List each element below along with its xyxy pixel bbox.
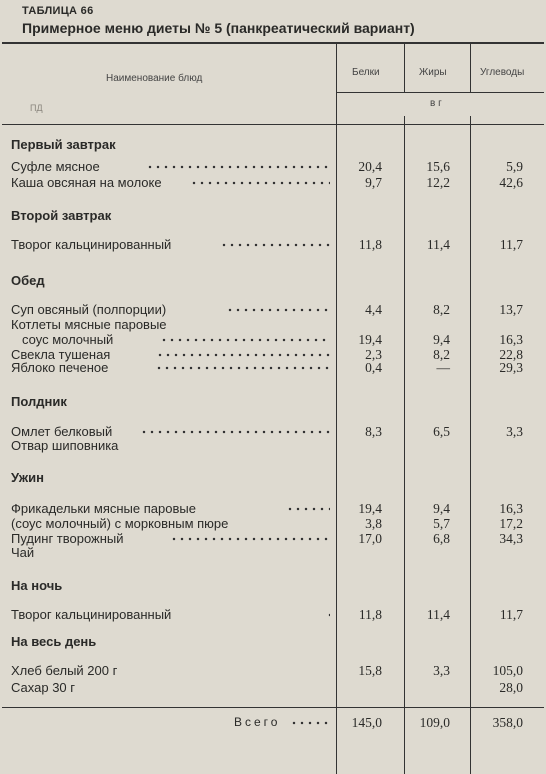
header-bottom-rule <box>2 124 544 125</box>
total-top-rule <box>2 707 544 708</box>
table-title: Примерное меню диеты № 5 (панкреатический вариант) <box>22 20 415 36</box>
header-fat: Жиры <box>419 67 447 78</box>
section-title: Первый завтрак <box>11 137 116 152</box>
header-name: Наименование блюд <box>106 73 203 84</box>
section-title: Второй завтрак <box>11 208 112 223</box>
value-carbs: 5,9 <box>506 159 523 174</box>
leader-dots <box>190 177 330 189</box>
value-protein: 3,8 <box>365 516 382 531</box>
value-protein: 19,4 <box>358 332 382 347</box>
value-protein: 8,3 <box>365 424 382 439</box>
dish-name: Отвар шиповника <box>11 438 119 453</box>
dish-name: Фрикадельки мясные паровые <box>11 501 196 516</box>
leader-dots <box>170 533 330 545</box>
value-carbs: 3,3 <box>506 424 523 439</box>
value-fat: 9,4 <box>433 501 450 516</box>
dish-name: Творог кальцинированный <box>11 607 172 622</box>
value-carbs: 22,8 <box>499 347 523 362</box>
section-title: Обед <box>11 273 45 288</box>
value-carbs: 28,0 <box>499 680 523 695</box>
header-unit: в г <box>430 98 442 109</box>
section-title: Ужин <box>11 470 44 485</box>
leader-dots <box>220 239 330 251</box>
leader-dots <box>146 161 330 173</box>
total-protein: 145,0 <box>351 715 382 730</box>
value-fat: 5,7 <box>433 516 450 531</box>
dish-name: Яблоко печеное <box>11 360 109 375</box>
value-protein: 11,8 <box>358 237 382 252</box>
leader-dots <box>226 304 330 316</box>
value-protein: 0,4 <box>365 360 382 375</box>
section-title: На ночь <box>11 578 63 593</box>
table-top-rule <box>2 42 544 44</box>
header-carbs: Углеводы <box>480 67 525 78</box>
value-fat: 3,3 <box>433 663 450 678</box>
value-fat: — <box>436 360 450 375</box>
section-title: На весь день <box>11 634 97 649</box>
value-fat: 8,2 <box>433 302 450 317</box>
total-label: Всего <box>234 715 281 729</box>
dish-name: Творог кальцинированный <box>11 237 172 252</box>
value-carbs: 29,3 <box>499 360 523 375</box>
dish-name: Сахар 30 г <box>11 680 76 695</box>
value-fat: 6,8 <box>433 531 450 546</box>
dish-name: Суп овсяный (полпорции) <box>11 302 167 317</box>
leader-dots <box>160 334 330 346</box>
value-carbs: 16,3 <box>499 501 523 516</box>
value-protein: 4,4 <box>365 302 382 317</box>
value-carbs: 42,6 <box>499 175 523 190</box>
leader-dots <box>155 362 330 374</box>
table-label: ТАБЛИЦА 66 <box>22 5 94 17</box>
dish-name: Котлеты мясные паровые <box>11 317 167 332</box>
dish-name: Хлеб белый 200 г <box>11 663 118 678</box>
dish-name: Пудинг творожный <box>11 531 124 546</box>
dish-name: соус молочный <box>22 332 114 347</box>
value-fat: 12,2 <box>426 175 450 190</box>
unit-rule <box>336 92 544 93</box>
value-carbs: 13,7 <box>499 302 523 317</box>
value-protein: 20,4 <box>358 159 382 174</box>
section-title: Полдник <box>11 394 67 409</box>
value-carbs: 16,3 <box>499 332 523 347</box>
value-carbs: 11,7 <box>499 237 523 252</box>
value-carbs: 105,0 <box>492 663 523 678</box>
dish-name: Свекла тушеная <box>11 347 111 362</box>
value-protein: 2,3 <box>365 347 382 362</box>
column-divider-carbs-header <box>470 42 471 92</box>
bleed-through-text: ПД <box>30 103 43 113</box>
value-fat: 15,6 <box>426 159 450 174</box>
value-protein: 9,7 <box>365 175 382 190</box>
column-divider-fat-header <box>404 42 405 92</box>
value-fat: 11,4 <box>426 237 450 252</box>
value-fat: 8,2 <box>433 347 450 362</box>
dish-name: Чай <box>11 545 35 560</box>
value-carbs: 34,3 <box>499 531 523 546</box>
leader-dots <box>156 349 330 361</box>
value-carbs: 17,2 <box>499 516 523 531</box>
total-carbs: 358,0 <box>492 715 523 730</box>
value-fat: 11,4 <box>426 607 450 622</box>
dish-name: Каша овсяная на молоке <box>11 175 162 190</box>
value-protein: 19,4 <box>358 501 382 516</box>
leader-dots <box>140 426 330 438</box>
dish-name: (соус молочный) с морковным пюре <box>11 516 229 531</box>
value-fat: 6,5 <box>433 424 450 439</box>
header-protein: Белки <box>352 67 380 78</box>
value-protein: 15,8 <box>358 663 382 678</box>
value-carbs: 11,7 <box>499 607 523 622</box>
value-fat: 9,4 <box>433 332 450 347</box>
total-fat: 109,0 <box>419 715 450 730</box>
value-protein: 11,8 <box>358 607 382 622</box>
dish-name: Суфле мясное <box>11 159 100 174</box>
value-protein: 17,0 <box>358 531 382 546</box>
dish-name: Омлет белковый <box>11 424 113 439</box>
